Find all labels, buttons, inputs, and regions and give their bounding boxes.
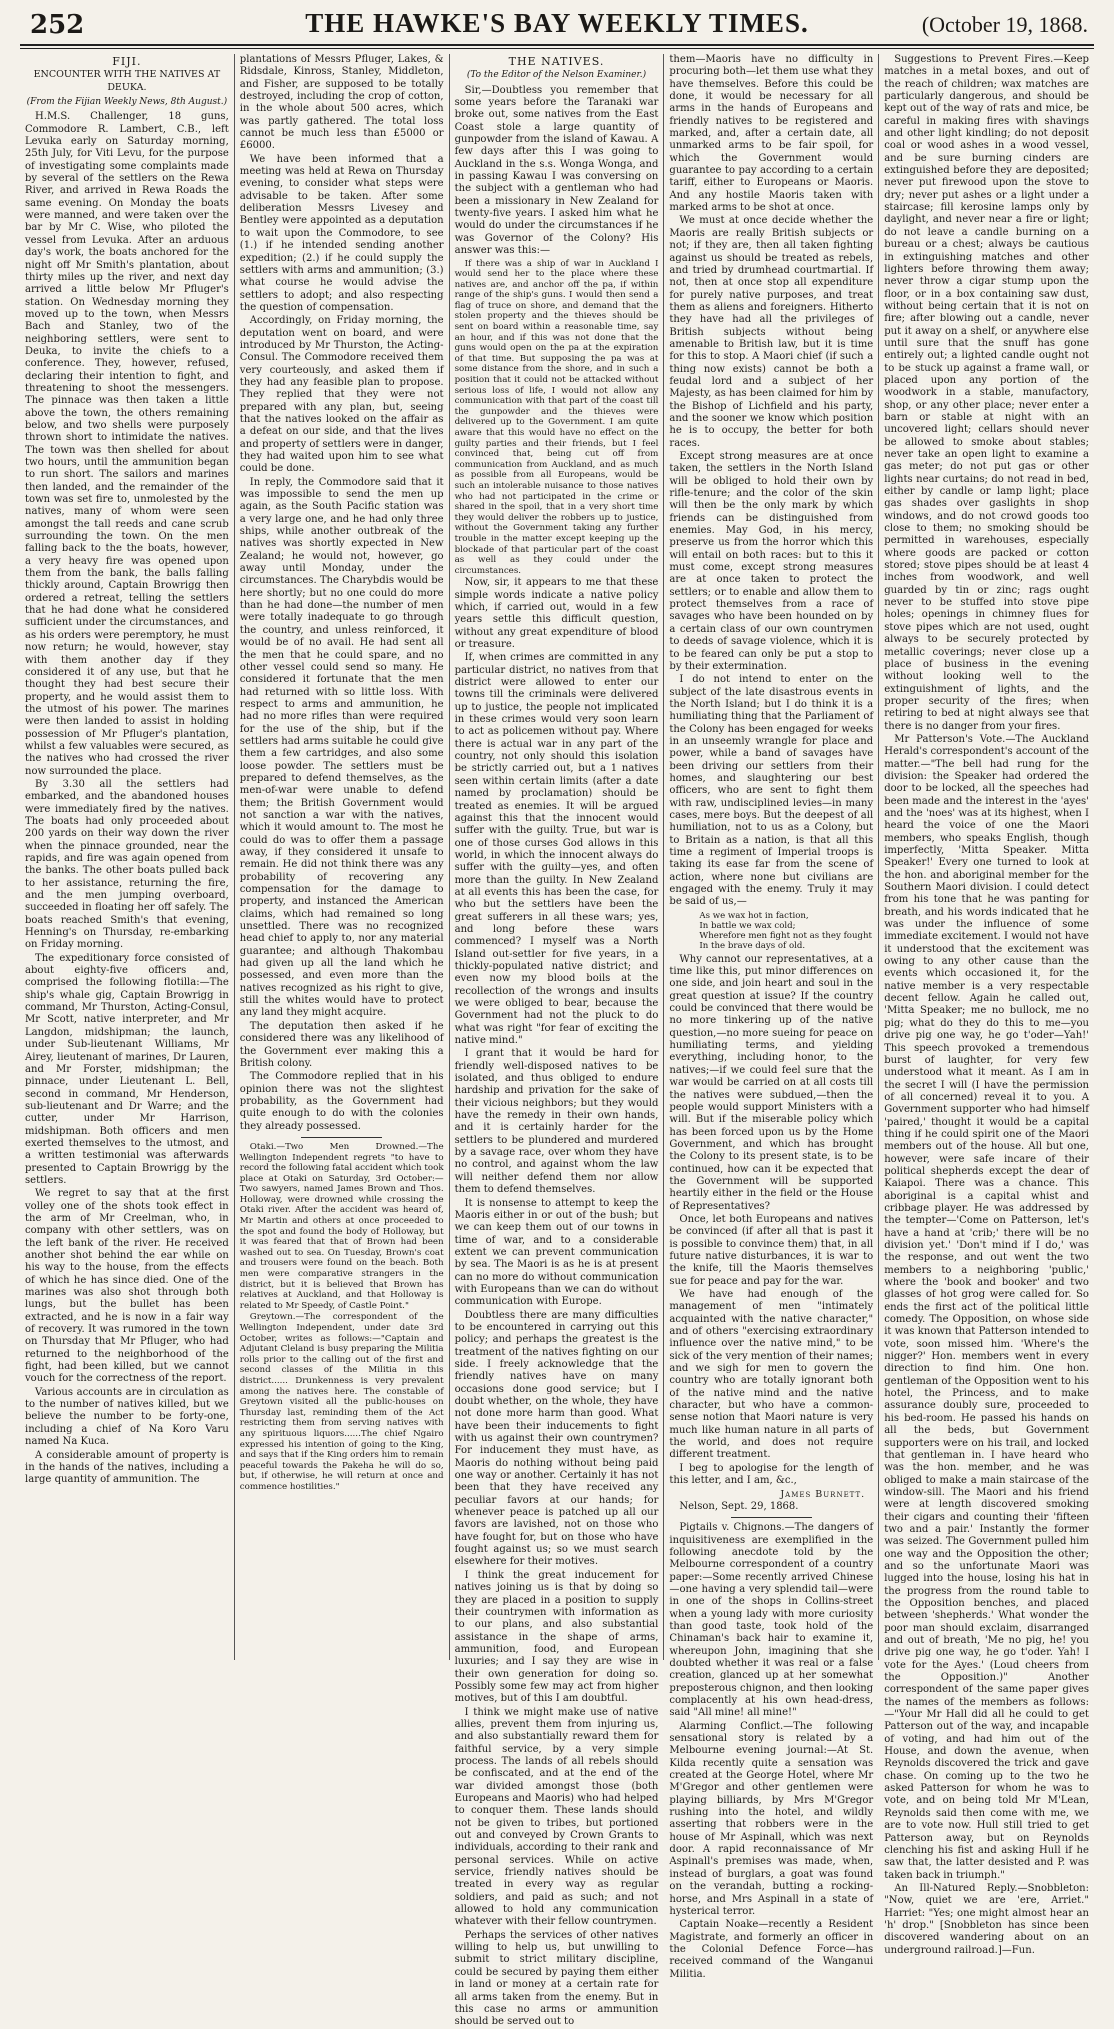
article-divider [301,1137,383,1138]
column-4 [664,54,879,1980]
paragraph: Except strong measures are at once taken, the settlers in the North Island will be obliged to hold their own by rifle-tenure; and the color of the skin will then be the only mark by which friends can be distinguished from enemies. May God, in his mercy, preserve us from the horror which this will entail on both races: but to this it must come, except strong measures are at once taken to protect the settlers; or to enable and allow them to protect themselves from a race of savages who have been hounded on by a certain class of our own countrymen to deeds of savage violence, which it is to be feared can only be put a stop to by their extermination. [669,451,874,672]
paragraph: Accordingly, on Friday morning, the deputation went on board, and were introduced by Mr Thurston, the Acting-Consul. The Commodore received them very courteously, and asked them if they had any feasible plan to propose. They replied that they were not prepared with any plan, but, seeing that the natives looked on the affair as a defeat on our side, and that the lives and property of settlers were in danger, they had waited upon him to see what could be done. [239,315,444,475]
news-item-greytown: Greytown.—The correspondent of the Wellington Independent, under date 3rd October, writes as follows:—"Captain and Adjutant Cleland is busy preparing the Militia rolls prior to the calling out of the first and second classes of the Militia in this district...... Drunkenness is very prevalent among the natives here. The constable of Greytown visited all the public-houses on Thursday last, reminding them of the Act restricting them from serving natives with any spirituous liquors......The chief Ngairo expressed his intention of going to the King, and says that if the King orders him to remain peaceful towards the Pakeha he will do so, but, if otherwise, he will return at once and commence hostilities." [239,1312,444,1492]
paragraph: I think we might make use of native allies, prevent them from injuring us, and also substantially reward them for faithful service, by a very simple process. The lands of all rebels should be confiscated, and at the end of the war divided amongst those (both Europeans and Maoris) who had helped to conquer them. These lands should not be given to tribes, but portioned out and conveyed by Crown Grants to individuals, according to their rank and personal services. While on active service, friendly natives should be treated in every way as regular soldiers, and paid as such; and not allowed to hold any communication whatever with their fellow countrymen. [454,1706,659,1928]
paragraph: plantations of Messrs Pfluger, Lakes, & Ridsdale, Kinross, Stanley, Middleton, and Fisher, are supposed to be totally destroyed, including the crop of cotton, in the whole about 500 acres, which was partly gathered. The total loss cannot be much less than £5000 or £6000. [239,54,444,152]
paragraph: them—Maoris have no difficulty in procuring both—let them use what they have themselves. Before this could be done, it would be necessary for all arms in the hands of Europeans and friendly natives to be registered and marked, and, after a certain date, all unmarked arms to be fair spoil, for which the Government would guarantee to pay according to a certain tariff, either to Europeans or Maoris. And any hostile Maoris taken with marked arms to be shot at once. [669,54,874,214]
news-item-patterson-vote: Mr Patterson's Vote.—The Auckland Herald's correspondent's account of the matter.—"The bell had rung for the division: the Speaker had ordered the door to be locked, all the speeches had been made and the interest in the 'ayes' and the 'noes' was at its highest, when I heard the voice of one the Maori members, who speaks English, though imperfectly, 'Mitta Speaker. Mitta Speaker!' Every one turned to look at the hon. and aboriginal member for the Southern Maori division. I could detect from his tone that he was panting for breath, and his words indicated that he was under the influence of some immediate excitement. I would not have it understood that the excitement was owing to any other cause than the events which occasioned it, for the native member is a very respectable decent fellow. Again he called out, 'Mitta Speaker; me no bullock, me no pig; what do they do this to me—you drive pig one way, he go t'oder—Yah!' This speech provoked a tremendous burst of laughter, for very few understood what it meant. As I am in the secret I will (I have the permission of all concerned) reveal it to you. A Government supporter who had himself 'paired,' thought it would be a capital thing if he could spirit one of the Maori members out of the house. All but one, however, were safe incare of their political shepherds except the dear of Kaiapoi. There was a chance. This aboriginal is a capital whist and cribbage player. He was addressed by the tempter—'Come on Patterson, let's have a hand at 'crib;' there will be no division yet.' 'Don't mind if I do,' was the response, and out went the two members to a neighboring 'public,' where the 'book and booker' and two glasses of hot grog were called for. So ends the first act of the political little comedy. The Opposition, on whose side it was known that Patterson intended to vote, soon missed him. 'Where's the nigger?' Hon. members went in every direction to find him. One hon. gentleman of the Opposition went to his hotel, the Princess, and to make assurance doubly sure, proceeded to his bed-room. He passed his hands on all the beds, but Government supporters were on his trail, and locked that gentleman in. I have heard who was the hon. member, and he was obliged to make a main staircase of the window-sill. The Maori and his friend were at length discovered smoking their cigars and counting their 'fifteen two and a pair.' Instantly the former was seized. The Government pulled him one way and the Opposition the other; and so the unfortunate Maori was lugged into the house, losing his hat in the progress from the round table to the Opposition benches, and placed between 'shepherds.' What wonder the poor man should exclaim, disarranged and out of breath, 'Me no pig, he! you drive pig one way, he go t'oder. Yah! I vote for the Ayes.' (Loud cheers from the Opposition.)" Another correspondent of the same paper gives the names of the members as follows:—"Your Mr Hall did all he could to get Patterson out of the way, and incapable of voting, and had him out of the House, and down the avenue, when Reynolds discovered the trick and gave chase. On coming up to the two he asked Patterson for whom he was to vote, and on being told Mr M'Lean, Reynolds said then come with me, we are to vote now. Hull still tried to get Patterson away, but on Reynolds clenching his fist and asking Hull if he saw that, the latter desisted and P. was taken back in triumph." [884,733,1089,1881]
paragraph: I grant that it would be hard for friendly well-disposed natives to be isolated, and thus obliged to endure hardship and privation for the sake of their vicious neighbors; but they would have the remedy in their own hands, and it is certainly harder for the settlers to be plundered and murdered by a savage race, over whom they have no control, and against whom the law will neither defend them nor allow them to defend themselves. [454,1048,659,1196]
article-source-fiji: (From the Fijian Weekly News, 8th August.) [26,97,228,108]
page-number: 252 [30,10,85,40]
paragraph: H.M.S. Challenger, 18 guns, Commodore R. Lambert, C.B., left Levuka early on Saturday morning, 25th July, for Viti Levu, for the purpose of investigating some complaints made by several of the settlers on the Rewa River, and arrived in Rewa Roads the same evening. On Monday the boats were manned, and were taken over the bar by Mr C. Wise, who piloted the vessel from Levuka. After an arduous day's work, the boats anchored for the night off Mr Smith's plantation, about thirty miles up the river, and next day arrived a little below Mr Pfluger's station. On Wednesday morning they moved up to the town, when Messrs Bach and Stanley, two of the neighboring settlers, were sent to Deuka, to invite the chiefs to a conference. They, however, refused, declaring their intention to fight, and threatening to shoot the messengers. The pinnace was then taken a little above the town, the others remaining below, and two shells were purposely thrown short to intimidate the natives. The town was then shelled for about two hours, until the ammunition began to run short. The sailors and marines then landed, and the remainder of the town was set fire to, unmolested by the natives, many of whom were seen amongst the tall reeds and cane scrub surrounding the town. On the men falling back to the the boats, however, a very heavy fire was opened upon them from the bank, the balls falling thickly around, Captain Browrigg then ordered a retreat, telling the settlers that he had done what he considered sufficient under the circumstances, and as his orders were peremptory, he must now return; he would, however, stay with them another day if they considered it of any use, but that he thought they had best secure their property, and he would assist them to the utmost of his power. The marines were then landed to assist in holding possession of Mr Pfluger's plantation, whilst a few valuables were secured, as the natives who had crossed the river now surrounded the place. [25,111,229,777]
newspaper-title: THE HAWKE'S BAY WEEKLY TIMES. [305,8,809,38]
paragraph: The Commodore replied that in his opinion there was not the slightest probability, as the Government had quite enough to do with the colonies they already possessed. [239,1071,444,1132]
paragraph: Once, let both Europeans and natives be convinced (if after all that is past it is possible to convince them) that, in all future native disturbances, it is war to the knife, till the Maoris themselves sue for peace and pay for the war. [669,1213,874,1287]
paragraph: Doubtless there are many difficulties to be encountered in carrying out this policy; and perhaps the greatest is the treatment of the natives fighting on our side. I freely acknowledge that the friendly natives have on many occasions done good service; but I doubt whether, on the whole, they have not done more harm than good. What have been their inducements to fight with us against their own countrymen? For inducement they must have, as Maoris do nothing without being paid one way or another. Certainly it has not been that they have received any peculiar favors at our hands; for whenever peace is patched up all our favors are lavished, not on those who have fought for, but on those who have fought against us; so we must search elsewhere for their motives. [454,1309,659,1568]
verse-line: As we wax hot in faction, [699,910,809,921]
paragraph: We have been informed that a meeting was held at Rewa on Thursday evening, to consider what steps were advisable to be taken. After some deliberation Messrs Livesey and Bentley were appointed as a deputation to wait upon the Commodore, to see (1.) if he intended sending another expedition; (2.) if he could supply the settlers with arms and ammunition; (3.) what course he would advise the settlers to adopt; and also respecting the question of compensation. [239,153,444,313]
paragraph: I do not intend to enter on the subject of the late disastrous events in the North Island; but I do think it is a humiliating thing that the Parliament of the Colony has been engaged for weeks in an unseemly wrangle for place and power, while a band of savages have been driving our settlers from their homes, and slaughtering our best officers, who are sent to fight them with raw, undisciplined levies—in many cases, mere boys. But the deepest of all humiliation, not to us as a Colony, but to Britain as a nation, is that all this time a regiment of Imperial troops is taking its ease far from the scene of action, where none but civilians are engaged with the enemy. Truly it may be said of us,— [669,674,874,908]
news-item-fire-suggestions: Suggestions to Prevent Fires.—Keep matches in a metal boxes, and out of the reach of children; wax matches are particularly dangerous, and should be kept out of the way of rats and mice, be careful in making fires with shavings and other light kindling; do not deposit coal or wood ashes in a wood vessel, and be sure burning cinders are extinguished before they are deposited; never put firewood upon the stove to dry; never put ashes or a light under a staircase; fill kerosine lamps only by daylight, and never near a fire or light; do not leave a candle burning on a bureau or a chest; always be cautious in extinguishing matches and other lighters before throwing them away; never throw a cigar stump upon the floor, or in a box containing saw dust, without being certain that it is not on fire; after blowing out a candle, never put it away on a shelf, or anywhere else until sure that the snuff has gone entirely out; a lighted candle ought not to be stuck up against a frame wall, or placed upon any portion of the woodwork in a stable, manufactory, shop, or any other place; never enter a barn or stable at night with an uncovered light; cellars should never be allowed to smoke about stables; never take an open light to examine a gas meter; do not put gas or other lights near curtains; do not read in bed, either by candle or lamp light; place gas shades over gaslights in shop windows, and do not crowd goods too close to them; no smoking should be permitted in warehouses, especially where goods are packed or cotton stored; stove pipes should be at least 4 inches from woodwork, and well guarded by tin or zinc; rags ought never to be stuffed into stove pipe holes; openings in chimney flues for stove pipes which are not used, ought always to be securely protected by metallic coverings; never close up a place of business in the evening without looking well to the extinguishment of lights, and the proper security of the fires; when retiring to bed at night always see that there is no danger from your fires. [884,54,1089,732]
paragraph: Various accounts are in circulation as to the number of natives killed, but we believe the number to be forty-one, including a chief of Na Koro Varu named Na Kuca. [25,1386,229,1448]
article-subheading-natives: (To the Editor of the Nelson Examiner.) [466,70,647,81]
column-5 [879,54,1094,1956]
letter-signature: James Burnett. [780,1488,866,1500]
news-item-captain-noake: Captain Noake—recently a Resident Magistrate, and formerly an officer in the Colonial Defence Force—has received command of the Wanganui Militia. [669,1919,874,1980]
paragraph: I think the great inducement for natives joining us is that by doing so they are placed in a position to supply their countrymen with information as to our plans, and also substantial assistance in the shape of arms, ammunition, food, and European luxuries; and I say they are wise in their own generation for doing so. Possibly some few may act from higher motives, but of this I am doubtful. [454,1569,659,1705]
paragraph: I beg to apologise for the length of this letter, and I am, &c., [669,1462,874,1487]
quoted-passage: If there was a ship of war in Auckland I would send her to the place where these natives are, and anchor off the pa, if within range of the ship's guns. I would then send a flag of truce on shore, and demand that the stolen property and the thieves should be sent on board within a reasonable time, say an hour, and if this was not done that the guns would open on the pa at the expiration of that time. But supposing the pa was at some distance from the shore, and in such a position that it could not be attacked without serious loss of life, I would not allow any communication with that part of the coast till the gunpowder and the thieves were delivered up to the Government. I am quite aware that this would have no effect on the guilty parties and their friends, but I feel convinced that, being cut off from communication from Auckland, and as much as possible from all Europeans, would be such an intolerable nuisance to those natives who had not participated in the crime or shared in the spoil, that in a very short time they would deliver the robbers up to justice, without the Government taking any further trouble in the matter except keeping up the blockade of that particular part of the coast as well as they could under the circumstances. [454,258,659,576]
news-item-pigtails: Pigtails v. Chignons.—The dangers of inquisitiveness are exemplified in the following anecdote told by the Melbourne correspondent of a country paper:—Some recently arrived Chinese—one having a very splendid tail—were in one of the shops in Collins-street when a young lady with more curiosity than good taste, took hold of the Chinaman's back hair to examine it, whereupon John, imagining that she doubted whether it was real or a false creation, glanced up at her somewhat preposterous chignon, and then looking complacently at his own head-dress, said "All mine! all mine!" [669,1522,874,1719]
article-divider [731,1517,813,1518]
header-rule-thin [20,48,1094,49]
verse-line: Wherefore men fight not as they fought [699,930,872,941]
article-heading-fiji: FIJI. [112,55,142,68]
page-columns [20,54,1094,2028]
column-3 [450,54,665,2028]
news-item-ill-natured-reply: An Ill-Natured Reply.—Snobbleton: "Now, quiet we are 'ere, Arriet." Harriet: "Yes; one might almost hear an 'h' drop." [Snobbleton has since been discovered wandering about on an underground railroad.]—Fun. [884,1882,1089,1956]
column-1 [20,54,235,1660]
letter-place-date: Nelson, Sept. 29, 1868. [679,1500,799,1512]
paragraph: Now, sir, it appears to me that these simple words indicate a native policy which, if carried out, would in a few years settle this difficult question, without any great expenditure of blood or treasure. [454,577,659,651]
issue-date: (October 19, 1868. [921,12,1088,37]
article-heading-natives: THE NATIVES. [508,55,605,68]
paragraph: We have had enough of the management of men "intimately acquainted with the native character," and of others "exercising extraordinary influence over the native mind," to be sick of the very mention of their names; and we sigh for men to govern the country who are totally ignorant both of the native mind and the native character, but who have a common-sense notion that Maori nature is very much like human nature in all parts of the world, and does not require different treatment. [669,1289,874,1461]
paragraph: A considerable amount of property is in the hands of the natives, including a large quantity of ammunition. The [25,1449,229,1486]
news-item-otaki: Otaki.—Two Men Drowned.—The Wellington Independent regrets "to have to record the following fatal accident which took place at Otaki on Saturday, 3rd October:—Two sawyers, named James Brown and Thos. Holloway, were drowned while crossing the Otaki river. After the accident was heard of, Mr Martin and others at once proceeded to the spot and found the body of Holloway, but it was feared that that of Brown had been washed out to sea. On Tuesday, Brown's coat and trousers were found on the beach. Both men were comparative strangers in the district, but it is believed that Brown has relatives at Auckland, and that Holloway is related to Mr Speedy, of Castle Point." [239,1141,444,1311]
paragraph: If, when crimes are committed in any particular district, no natives from that district were allowed to enter our towns till the criminals were delivered up to justice, the people not implicated in these crimes would very soon learn to act as policemen without pay. Where there is actual war in any part of the country, not only should this isolation be strictly carried out, but a 1 natives seen within certain limits (after a date named by proclamation) should be treated as enemies. It will be argued against this that the innocent would suffer with the guilty. True, but war is one of those curses God allows in this world, in which the innocent always do suffer with the guilty—yes, and often more than the guilty. In New Zealand at all events this has been the case, for who but the settlers have been the great sufferers in all these wars; yes, and long before these wars commenced? I myself was a North Island out-settler for five years, in a thickly-populated native district; and even now my blood boils at the recollection of the wrongs and insults we were obliged to bear, because the Government had not the pluck to do what was right "for fear of exciting the native mind." [454,652,659,1047]
paragraph: We must at once decide whether the Maoris are really British subjects or not; if they are, then all taken fighting against us should be treated as rebels, and tried by drumhead courtmartial. If not, then at once stop all expenditure for purely native purposes, and treat them as aliens and foreigners. Hitherto they have had all the privileges of British subjects without being amenable to British law, but it is time for this to stop. A Maori chief (if such a thing now exists) cannot be both a feudal lord and a subject of her Majesty, as has been claimed for him by the Bishop of Lichfield and his party, and the sooner we know which position he is to occupy, the better for both races. [669,215,874,449]
header-rule [20,44,1094,46]
paragraph: Why cannot our representatives, at a time like this, put minor differences on one side, and join heart and soul in the great question at issue? If the country could be convinced that there would be no more tinkering up of the native question,—no more sueing for peace on humiliating terms, and yielding everything, including honor, to the natives;—if we could feel sure that the war would be carried on at all costs till the natives were subdued,—then the people would support Ministers with a will. But if the miserable policy which has been forced upon us by the Home Government, and which has brought the Colony to its present state, is to be continued, how can it be expected that the Government will be supported heartily either in the field or the House of Representatives? [669,953,874,1212]
article-subheading-fiji: ENCOUNTER WITH THE NATIVES AT DEUKA. [33,69,221,93]
verse-line: In the brave days of old. [699,940,806,951]
paragraph: In reply, the Commodore said that it was impossible to send the men up again, as the South Pacific station was a very large one, and he had only three ships, while another outbreak of the natives was shortly expected in New Zealand; he would not, however, go away until Monday, under the circumstances. The Charybdis would be here shortly; but no one could do more than he had done—the number of men were totally inadequate to go through the country, and unless reinforced, it would be of no avail. He had sent all the men that he could spare, and no other vessel could send so many. He considered it fortunate that the men had returned with so little loss. With respect to arms and ammunition, he had no more rifles than were required for the use of the ship, but if the settlers had arms suitable he could give them a few cartridges, and also some loose powder. The settlers must be prepared to defend themselves, as the men-of-war were unable to defend them; the British Government would not sanction a war with the natives, which it would amount to. The most he could do was to offer them a passage away, if they considered it unsafe to remain. He did not think there was any probability of recovering any compensation for the damage to property, and instanced the American claims, which had remained so long unsettled. There was no recognized head chief to apply to, nor any material guarantee; and although Thakombau had given up all the land which he possessed, and even more than the natives recognized as his right to give, still the whites would have to protect any land they might acquire. [239,476,444,1019]
verse-line: In battle we wax cold; [699,920,796,931]
paragraph: We regret to say that at the first volley one of the shots took effect in the arm of Mr Creelman, who, in company with other settlers, was on the left bank of the river. He received another shot behind the ear while on his way to the house, from the effects of which he has since died. One of the marines was also shot through both lungs, but the bullet has been extracted, and he is now in a fair way of recovery. It was rumored in the town on Thursday that Mr Pfluger, who had returned to the neighborhood of the fight, had been killed, but we cannot vouch for the correctness of the report. [25,1188,229,1385]
paragraph: The deputation then asked if he considered there was any likelihood of the Government ever making this a British colony. [239,1020,444,1069]
paragraph: Sir,—Doubtless you remember that some years before the Taranaki war broke out, some natives from the East Coast stole a large quantity of gunpowder from the island of Kawau. A few days after this I was going to Auckland in the s.s. Wonga Wonga, and in passing Kawau I was conversing on the subject with a gentleman who had been a missionary in New Zealand for twenty-five years. I asked him what he would do under the circumstances if he was Governor of the Colony? His answer was this:— [454,84,659,257]
verse-quote [699,911,873,951]
paragraph: Perhaps the services of other natives willing to help us, but unwilling to submit to strict military discipline, could be secured by paying them either in land or money at a certain rate for all arms taken from the enemy. But in this case no arms or ammunition should be served out to [454,1929,659,2028]
news-item-alarming-conflict: Alarming Conflict.—The following sensational story is related by a Melbourne evening journal:—At St. Kilda recently quite a sensation was created at the George Hotel, where Mr M'Gregor and other gentlemen were playing billiards, by Mrs M'Gregor rushing into the hotel, and wildly asserting that robbers were in the house of Mr Aspinall, which was next door. A rapid reconnaissance of Mr Aspinall's premises was made, when, instead of burglars, a goat was found on the verandah, butting a rocking-horse, and Mrs Aspinall in a state of hysterical terror. [669,1720,874,1917]
column-2 [235,54,450,1660]
paragraph: It is nonsense to attempt to keep the Maoris either in or out of the bush; but we can keep them out of our towns in time of war, and to a considerable extent we can prevent communication by sea. The Maori is as he is at present can no more do without communication with Europeans than we can do without communication with Europe. [454,1197,659,1308]
paragraph: By 3.30 all the settlers had embarked, and the abandoned houses were immediately fired by the natives. The boats had only proceeded about 200 yards on their way down the river when the pinnace grounded, near the rapids, and fire was again opened from the banks. The other boats pulled back to her assistance, returning the fire, and the men jumping overboard, succeeded in floating her off safely. The boats reached Smith's that evening, Henning's on Thursday, re-embarking on Friday morning. [25,778,229,951]
paragraph: The expeditionary force consisted of about eighty-five officers and, comprised the following flotilla:—The ship's whale gig, Captain Browrigg in command, Mr Thurston, Acting-Consul, Mr Scott, native interpreter, and Mr Langdon, midshipman; the launch, under Sub-lieutenant Williams, Mr Airey, lieutenant of marines, Dr Lauren, and Mr Forster, midshipman; the pinnace, under Lieutenant L. Bell, second in command, Mr Henderson, sub-lieutenant and Dr Warre; and the cutter, under Mr Harrison, midshipman. Both officers and men exerted themselves to the utmost, and a written testimonial was afterwards presented to Captain Browrigg by the settlers. [25,952,229,1186]
